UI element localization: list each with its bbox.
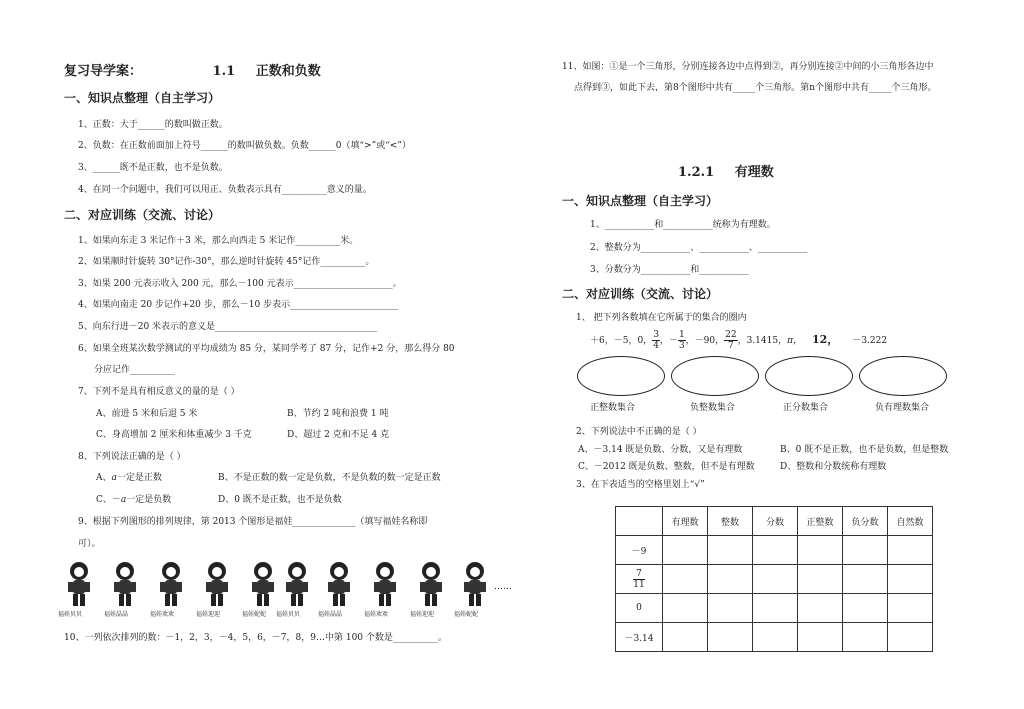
fuwa-caption: 福娃欢欢 [150,611,175,618]
table-cell[interactable] [708,565,753,594]
q7-option-c: C、身高增加 2 厘米和体重减少 3 千克 [96,430,252,440]
fuwa-caption: 福娃贝贝 [58,611,83,618]
mascot-icon [370,560,400,608]
table-cell[interactable] [798,565,843,594]
table-cell[interactable] [663,623,708,652]
q8-option-a: A、𝑎一定是正数 [96,473,162,483]
mascot-icon [202,560,232,608]
table-cell[interactable] [888,565,933,594]
q2-option-b: B、0 既不是正数，也不是负数，但是整数 [780,445,949,455]
right-title-number: 1.2.1 [678,165,715,180]
set-label: 负整数集合 [690,403,736,413]
left-exercise-item: 分应记作__________ [94,365,176,375]
number-list-part: －3.222 [852,336,888,346]
q8-option-c: C、－𝑎一定是负数 [96,495,172,505]
question-10: 10、一列依次排列的数：－1，2，3，－4，5，6，－7，8，9…中第 100 个数是__________。 [64,633,447,643]
fuwa-figure [276,560,312,620]
pi-symbol: π， [787,336,802,346]
table-header-row [616,507,933,536]
fraction-7-11: $\frac{7}{11}$ [633,568,645,590]
right-question-1: 1、 把下列各数填在它所属于的集合的圈内 [576,313,747,323]
fuwa-caption: 福娃妮妮 [454,611,479,618]
fuwa-caption: 福娃晶晶 [104,611,129,618]
fuwa-caption: 福娃晶晶 [318,611,343,618]
fraction-1-3: $\frac{1}{3}$ [678,330,685,351]
mascot-icon [64,560,94,608]
q7-option-b: B、节约 2 吨和浪费 1 吨 [287,409,389,419]
mascot-icon [156,560,186,608]
fuwa-caption: 福娃迎迎 [196,611,221,618]
right-question-2: 2、下列说法中不正确的是（ ） [576,427,702,437]
table-cell[interactable] [843,536,888,565]
set-oval-positive-integers [577,356,665,396]
table-cell[interactable] [888,594,933,623]
table-row-label: －9 [616,536,663,565]
right-title-text: 有理数 [734,165,774,180]
number-list-part: ，－ [659,336,678,346]
set-oval-negative-integers [671,356,759,396]
table-cell[interactable] [798,594,843,623]
fuwa-figure [318,560,354,620]
left-exercise-item: 4、如果向南走 20 步记作+20 步，那么－10 步表示________________________ [78,300,399,310]
left-knowledge-item: 4、在同一个问题中，我们可以用正、负数表示具有__________意义的量。 [78,185,372,195]
fuwa-figure [364,560,400,620]
mascot-icon [460,560,490,608]
left-section-2-heading: 二、对应训练（交流、讨论） [64,208,221,222]
left-exercise-item: 5、向东行进－20 米表示的意义是____________________________________ [78,322,378,332]
right-section-1-heading: 一、知识点整理（自主学习） [562,194,719,208]
table-cell[interactable] [663,594,708,623]
table-cell[interactable] [753,536,798,565]
table-row [616,536,933,565]
table-cell[interactable] [843,594,888,623]
number-list [590,326,887,354]
left-knowledge-item: 1、正数：大于______的数叫做正数。 [78,120,228,130]
left-exercise-item: 1、如果向东走 3 米记作＋3 米，那么向西走 5 米记作__________米。 [78,236,359,246]
table-row [616,623,933,652]
table-cell[interactable] [663,536,708,565]
fraction-22-7: $\frac{22}{7}$ [725,330,737,351]
number-list-part: ，3.1415， [737,336,788,346]
table-cell[interactable] [708,594,753,623]
set-label: 正整数集合 [590,403,636,413]
left-section-1-heading: 一、知识点整理（自主学习） [64,91,221,105]
question-9-continued: 可）。 [78,539,101,549]
number-list-part: ，－90， [685,336,725,346]
question-11: 11、如图：①是一个三角形，分别连接各边中点得到②，再分别连接②中间的小三角形各边中 [562,62,934,72]
right-knowledge-item: 3、分数分为___________和___________ [590,265,749,275]
q8-option-d: D、0 既不是正数，也不是负数 [218,495,342,505]
q8-option-b: B、不是正数的数一定是负数，不是负数的数一定是正数 [218,473,441,483]
table-cell[interactable] [753,623,798,652]
table-cell[interactable] [708,536,753,565]
table-cell[interactable] [843,565,888,594]
set-oval-positive-fractions [765,356,853,396]
fuwa-caption: 福娃迎迎 [410,611,435,618]
table-row [616,565,933,594]
right-knowledge-item: 1、___________和___________统称为有理数。 [590,220,776,230]
q2-option-c: C、－2012 既是负数、整数，但不是有理数 [578,462,755,472]
left-knowledge-item: 3、______既不是正数，也不是负数。 [78,163,228,173]
fuwa-figure [410,560,446,620]
q7-option-a: A、前进 5 米和后退 5 米 [96,409,198,419]
q2-option-a: A、－3.14 既是负数、分数，又是有理数 [578,445,743,455]
table-cell[interactable] [798,623,843,652]
fuwa-figure [196,560,232,620]
left-title-text: 正数和负数 [255,64,321,79]
fuwa-figure [454,560,490,620]
fuwa-figure [150,560,186,620]
table-header-cell: 有理数 [663,507,708,536]
fuwa-caption: 福娃妮妮 [242,611,267,618]
fuwa-caption: 福娃贝贝 [276,611,301,618]
set-oval-negative-rationals [859,356,947,396]
fuwa-figure [104,560,140,620]
mascot-icon [324,560,354,608]
table-cell[interactable] [798,536,843,565]
question-9: 9、根据下列图形的排列规律，第 2013 个图形是福娃______________（填写福娃名称即 [78,517,428,527]
table-cell[interactable] [843,623,888,652]
table-header-cell: 自然数 [888,507,933,536]
table-header-cell: 分数 [753,507,798,536]
fuwa-ellipsis: …… [494,582,512,592]
table-cell[interactable] [888,536,933,565]
table-cell[interactable] [753,594,798,623]
question-7: 7、下列不是具有相反意义的量的是（ ） [78,387,240,397]
fuwa-figure [58,560,94,620]
set-label: 正分数集合 [783,403,829,413]
table-header-cell: 负分数 [843,507,888,536]
q7-option-d: D、超过 2 克和不足 4 克 [287,430,390,440]
table-cell[interactable] [888,623,933,652]
question-8: 8、下列说法正确的是（ ） [78,452,186,462]
table-row-label: －3.14 [616,623,663,652]
classification-table [615,506,933,652]
table-header-cell: 整数 [708,507,753,536]
table-cell[interactable] [753,565,798,594]
left-title-number: 1.1 [212,64,236,79]
mascot-icon [248,560,278,608]
set-label: 负有理数集合 [875,403,930,413]
fraction-3-4: $\frac{3}{4}$ [653,330,659,351]
table-cell[interactable] [663,565,708,594]
left-exercise-item: 3、如果 200 元表示收入 200 元，那么－100 元表示______________________。 [78,279,402,289]
left-title-prefix: 复习导学案： [64,64,143,79]
number-twelve: 12， [812,333,839,346]
right-section-2-heading: 二、对应训练（交流、讨论） [562,287,719,301]
right-knowledge-item: 2、整数分为___________、___________、___________ [590,243,808,253]
table-row-label: 0 [616,594,663,623]
table-cell[interactable] [708,623,753,652]
q2-option-d: D、整数和分数统称有理数 [780,462,887,472]
mascot-icon [416,560,446,608]
table-row-label [616,565,663,594]
mascot-icon [110,560,140,608]
right-question-3: 3、在下表适当的空格里划上“√” [576,480,705,490]
table-header-cell: 正整数 [798,507,843,536]
fuwa-figure [242,560,278,620]
fuwa-caption: 福娃欢欢 [364,611,389,618]
left-exercise-item: 2、如果顺时针旋转 30°记作-30°，那么逆时针旋转 45°记作__________。 [78,257,375,267]
number-list-part: ＋6，－5，0， [590,336,653,346]
table-row [616,594,933,623]
left-knowledge-item: 2、负数：在正数前面加上符号______的数叫做负数。负数______0（填“>”或“<”） [78,141,411,151]
left-exercise-item: 6、如果全班某次数学测试的平均成绩为 85 分，某同学考了 87 分，记作+2 分，那么得分 80 [78,344,455,354]
mascot-icon [282,560,312,608]
question-11-continued: 点得到③，如此下去，第8个图形中共有_____个三角形。第n个图形中共有_____个三角形。 [574,83,937,93]
table-corner-cell [616,507,663,536]
